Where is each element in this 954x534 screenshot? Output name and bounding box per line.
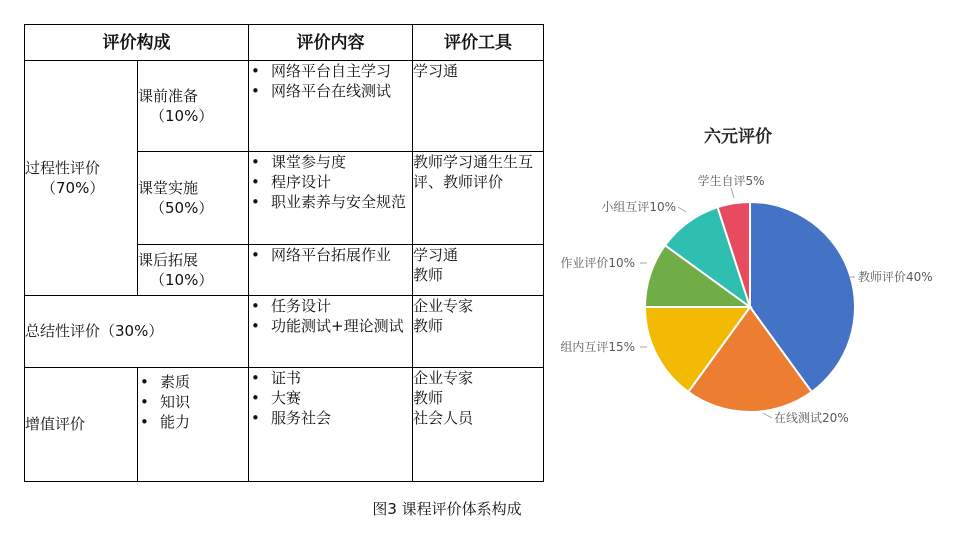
- value-added-item: • 知识: [138, 392, 248, 412]
- leader-line: [763, 413, 772, 418]
- header-composition: 评价构成: [25, 25, 249, 61]
- header-tools: 评价工具: [413, 25, 544, 61]
- tool-item: 教师: [413, 388, 444, 407]
- tool-item: 学习通: [413, 246, 459, 265]
- caption-text: 图3 课程评价体系构成: [372, 500, 522, 518]
- slice-label: 组内互评15%: [560, 340, 635, 354]
- header-content: 评价内容: [249, 25, 413, 61]
- content-item: • 任务设计: [249, 296, 412, 316]
- figure-caption: [0, 498, 954, 519]
- phase-name: 课后拓展: [138, 251, 199, 270]
- phase-weight: （10%）: [150, 271, 214, 290]
- content-item: • 服务社会: [249, 408, 412, 428]
- value-added-eval-cell: [25, 367, 138, 481]
- process-eval-cell: [25, 61, 138, 296]
- process-eval-weight: （70%）: [41, 178, 105, 197]
- value-added-eval-name: 增值评价: [25, 415, 86, 434]
- slice-label: 教师评价40%: [858, 270, 933, 284]
- value-added-item: • 素质: [138, 372, 248, 392]
- process-eval-name: 过程性评价: [25, 158, 101, 177]
- leader-line: [678, 207, 686, 212]
- table-row: [25, 295, 544, 367]
- table-row: [25, 367, 544, 481]
- pie-chart: [548, 110, 948, 430]
- tool-cell: [413, 367, 544, 481]
- tool-cell: [413, 245, 544, 295]
- tool-item: 企业专家: [413, 368, 474, 387]
- content-item: • 网络平台自主学习: [249, 61, 412, 81]
- slice-label: 小组互评10%: [601, 200, 676, 214]
- content-item: • 网络平台拓展作业: [249, 245, 412, 265]
- content-cell: [249, 367, 413, 481]
- table-row: [25, 61, 544, 152]
- tool-item: 社会人员: [413, 408, 474, 427]
- content-cell: [249, 152, 413, 245]
- tool-item: 教师: [413, 266, 444, 285]
- content-item: • 职业素养与安全规范: [249, 192, 412, 212]
- content-cell: [249, 295, 413, 367]
- content-cell: [249, 61, 413, 152]
- content-item: • 功能测试+理论测试: [249, 316, 412, 336]
- summative-eval-cell: [25, 295, 249, 367]
- summative-eval-name: 总结性评价（30%）: [25, 322, 164, 341]
- content-item: • 网络平台在线测试: [249, 81, 412, 101]
- phase-weight: （50%）: [150, 199, 214, 218]
- value-added-items-cell: [138, 367, 249, 481]
- leader-line: [731, 188, 734, 198]
- tool-item: 企业专家: [413, 296, 474, 315]
- content-item: • 证书: [249, 368, 412, 388]
- content-cell: [249, 245, 413, 295]
- tool-cell: [413, 152, 544, 245]
- tool-cell: [413, 61, 544, 152]
- tool-item: 学习通: [413, 62, 459, 81]
- slice-label: 学生自评5%: [697, 174, 765, 188]
- tool-cell: [413, 295, 544, 367]
- evaluation-table: [24, 24, 544, 482]
- chart-title: 六元评价: [704, 127, 772, 147]
- slice-label: 在线测试20%: [774, 411, 849, 425]
- phase-cell: [138, 61, 249, 152]
- tool-item: 教师学习通生生互评、教师评价: [413, 153, 534, 192]
- content-item: • 课堂参与度: [249, 152, 412, 172]
- phase-cell: [138, 245, 249, 295]
- content-item: • 程序设计: [249, 172, 412, 192]
- content-item: • 大赛: [249, 388, 412, 408]
- phase-cell: [138, 152, 249, 245]
- phase-name: 课堂实施: [138, 179, 199, 198]
- phase-name: 课前准备: [138, 87, 199, 106]
- value-added-item: • 能力: [138, 412, 248, 432]
- table-header-row: [25, 25, 544, 61]
- tool-item: 教师: [413, 316, 444, 335]
- phase-weight: （10%）: [150, 107, 214, 126]
- slice-label: 作业评价10%: [560, 256, 635, 270]
